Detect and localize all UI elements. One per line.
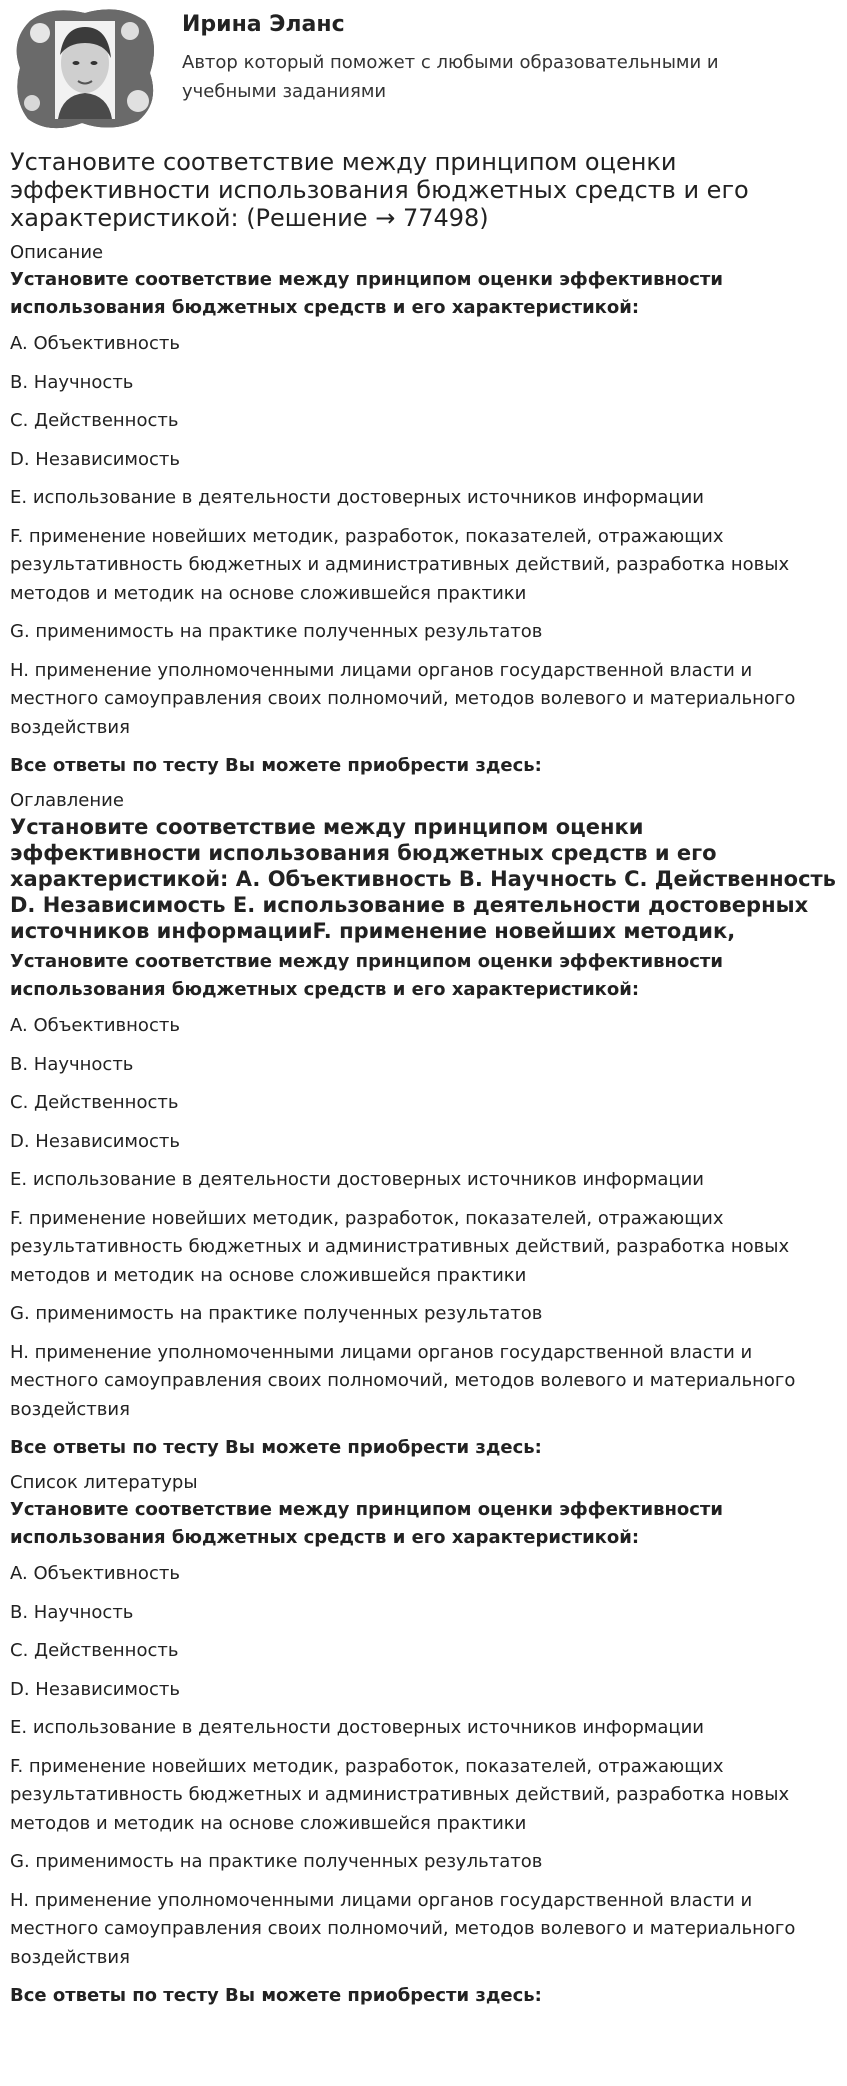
options-list: [10, 1560, 837, 1972]
author-card: [10, 0, 837, 140]
section-label-literature: Список литературы: [10, 1472, 198, 1493]
list-item: G. применимость на практике полученных результатов: [10, 621, 543, 642]
author-avatar[interactable]: [10, 3, 160, 133]
question-intro: Установите соответствие между принципом оценки эффективности использования бюджетных средств и его характеристикой:: [10, 951, 723, 1000]
list-item: E. использование в деятельности достоверных источников информации: [10, 487, 705, 508]
author-name[interactable]: Ирина Эланс: [182, 12, 345, 37]
options-list: [10, 1012, 837, 1424]
section-description: [10, 240, 837, 780]
list-item: D. Независимость: [10, 1678, 180, 1700]
section-label-description: Описание: [10, 242, 104, 263]
list-item: D. Независимость: [10, 448, 180, 470]
buy-answers-text: Все ответы по тесту Вы можете приобрести здесь:: [10, 755, 542, 776]
toc-title: Установите соответствие между принципом оценки эффективности использования бюджетных средств и его характеристикой: A. Объективность B. Научность C. Действенность D. Независимость E. использование в деятельности достоверных источников информацииF. применение новейших методик,: [10, 815, 836, 943]
list-item: H. применение уполномоченными лицами органов государственной власти и местного самоуправления своих полномочий, методов волевого и материального воздействия: [10, 1889, 796, 1968]
list-item: B. Научность: [10, 1601, 134, 1623]
list-item: G. применимость на практике полученных результатов: [10, 1851, 543, 1872]
section-toc: [10, 788, 837, 1462]
list-item: C. Действенность: [10, 1640, 179, 1661]
list-item: F. применение новейших методик, разработок, показателей, отражающих результативность бюджетных и административных действий, разработка новых методов и методик на основе сложившейся практики: [10, 1755, 790, 1834]
section-literature: [10, 1470, 837, 2010]
buy-answers-text: Все ответы по тесту Вы можете приобрести здесь:: [10, 1437, 542, 1458]
list-item: F. применение новейших методик, разработок, показателей, отражающих результативность бюджетных и административных действий, разработка новых методов и методик на основе сложившейся практики: [10, 525, 790, 604]
list-item: C. Действенность: [10, 1092, 179, 1113]
list-item: B. Научность: [10, 1053, 134, 1075]
list-item: G. применимость на практике полученных результатов: [10, 1303, 543, 1324]
list-item: F. применение новейших методик, разработок, показателей, отражающих результативность бюджетных и административных действий, разработка новых методов и методик на основе сложившейся практики: [10, 1207, 790, 1286]
author-info: [182, 10, 762, 106]
list-item: A. Объективность: [10, 1563, 180, 1584]
list-item: D. Независимость: [10, 1130, 180, 1152]
page-title: Установите соответствие между принципом оценки эффективности использования бюджетных средств и его характеристикой: (Решение → 77498): [10, 148, 749, 232]
list-item: H. применение уполномоченными лицами органов государственной власти и местного самоуправления своих полномочий, методов волевого и материального воздействия: [10, 659, 796, 738]
list-item: B. Научность: [10, 371, 134, 393]
section-label-toc: Оглавление: [10, 790, 124, 811]
question-intro: Установите соответствие между принципом оценки эффективности использования бюджетных средств и его характеристикой:: [10, 1499, 723, 1548]
author-description: Автор который поможет с любыми образовательными и учебными заданиями: [182, 52, 719, 102]
options-list: [10, 330, 837, 742]
list-item: A. Объективность: [10, 333, 180, 354]
list-item: H. применение уполномоченными лицами органов государственной власти и местного самоуправления своих полномочий, методов волевого и материального воздействия: [10, 1341, 796, 1420]
question-intro: Установите соответствие между принципом оценки эффективности использования бюджетных средств и его характеристикой:: [10, 269, 723, 318]
list-item: E. использование в деятельности достоверных источников информации: [10, 1169, 705, 1190]
avatar-image: [10, 3, 160, 133]
buy-answers-text: Все ответы по тесту Вы можете приобрести здесь:: [10, 1985, 542, 2006]
list-item: A. Объективность: [10, 1015, 180, 1036]
list-item: E. использование в деятельности достоверных источников информации: [10, 1717, 705, 1738]
list-item: C. Действенность: [10, 410, 179, 431]
